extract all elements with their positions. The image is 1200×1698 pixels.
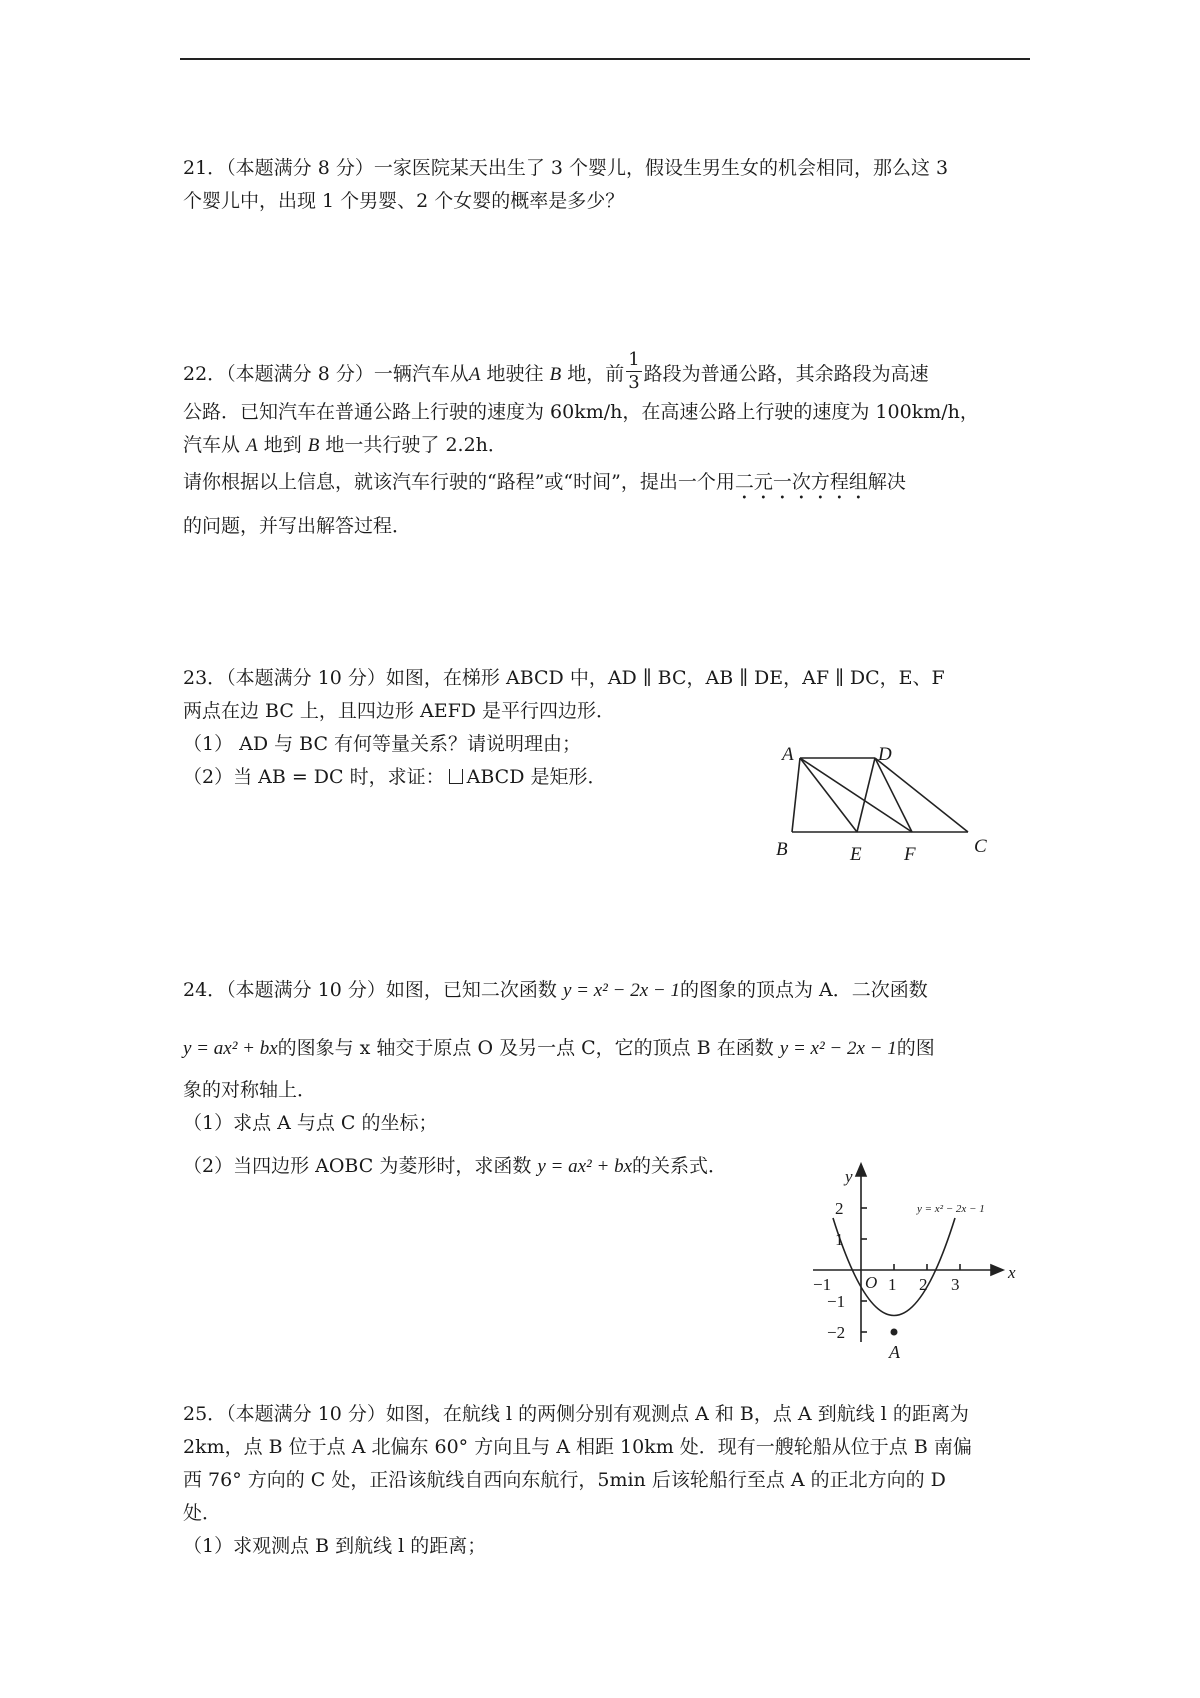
x-tick-label: 1 <box>888 1275 897 1294</box>
q25-line: 25．（本题满分 10 分）如图，在航线 l 的两侧分别有观测点 A 和 B，点 A 到航线 l 的距离为 <box>183 1403 969 1425</box>
trapezoid-figure <box>770 740 1000 870</box>
fraction-numerator: 1 <box>628 348 640 370</box>
x-tick-label: 3 <box>951 1275 960 1294</box>
q24-line-4: （1）求点 A 与点 C 的坐标； <box>183 1112 438 1134</box>
q25-line: 西 76° 方向的 C 处，正沿该航线自西向东航行，5min 后该轮船行至点 A 的正北方向的 D <box>183 1469 946 1491</box>
q22-var-a: A <box>246 435 258 456</box>
q24-text: 的图 <box>896 1037 935 1059</box>
q22-line-1 <box>183 348 1028 396</box>
q24-text: （2）当四边形 AOBC 为菱形时，求函数 <box>183 1155 538 1177</box>
q24-line-1 <box>183 966 1028 1014</box>
q23-text: ABCD 是矩形． <box>466 766 607 788</box>
q22-text: 汽车从 <box>183 434 247 456</box>
label-c: C <box>974 836 987 857</box>
curve-label: y = x² − 2x − 1 <box>917 1203 985 1215</box>
q22-text: 解决 <box>867 471 906 493</box>
q21-line: 21．（本题满分 8 分）一家医院某天出生了 3 个婴儿，假设生男生女的机会相同，那么这 3 <box>183 157 949 179</box>
function-y-ax2-bx: y = ax² + bx <box>537 1156 632 1177</box>
q22-text: 22．（本题满分 8 分）一辆汽车从 <box>183 363 469 385</box>
q22-text: 地驶往 <box>480 363 550 385</box>
x-tick-label: 2 <box>919 1275 928 1294</box>
y-axis-label: y <box>845 1167 853 1186</box>
q24-text: 24．（本题满分 10 分）如图，已知二次函数 <box>183 979 563 1001</box>
parabola-graph <box>805 1160 1020 1362</box>
function-y-x2-2x-1: y = x² − 2x − 1 <box>562 980 680 1001</box>
q22-text: 地到 <box>257 434 308 456</box>
question-25 <box>183 1398 1028 1563</box>
y-tick-label: −2 <box>827 1323 846 1342</box>
q24-line-2 <box>183 1024 1028 1072</box>
function-y-x2-2x-1: y = x² − 2x − 1 <box>779 1038 897 1059</box>
q23-line: 23．（本题满分 10 分）如图，在梯形 ABCD 中，AD ∥ BC，AB ∥ DE，AF ∥ DC，E、F <box>183 667 945 689</box>
q22-text: 请你根据以上信息，就该汽车行驶的“路程”或“时间”，提出一个用 <box>183 471 735 493</box>
emphasized-phrase: 二元一次方程组 <box>734 471 868 493</box>
question-21 <box>183 152 1028 218</box>
question-22 <box>183 348 1028 543</box>
q24-text: 的关系式． <box>632 1155 728 1177</box>
label-e: E <box>850 844 862 865</box>
q22-text: 地一共行驶了 2.2h． <box>319 434 507 456</box>
q21-line: 个婴儿中，出现 1 个男婴、2 个女婴的概率是多少？ <box>183 190 625 212</box>
q22-line-5: 的问题，并写出解答过程． <box>183 515 412 537</box>
q24-text: 的图象的顶点为 A．二次函数 <box>679 979 928 1001</box>
y-axis-arrow-icon <box>856 1164 866 1176</box>
parallelogram-symbol <box>449 769 463 784</box>
label-a: A <box>782 744 794 765</box>
q22-text: 路段为普通公路，其余路段为高速 <box>643 363 929 385</box>
q23-line: （1） AD 与 BC 有何等量关系？请说明理由； <box>183 733 582 755</box>
vertex-label: A <box>889 1342 900 1362</box>
fraction-one-third <box>626 348 641 393</box>
q23-line: 两点在边 BC 上，且四边形 AEFD 是平行四边形． <box>183 700 616 722</box>
question-24 <box>183 966 1028 1183</box>
q22-var-b: B <box>307 435 320 456</box>
q22-line-4 <box>183 466 1028 504</box>
q22-text: 地，前 <box>561 363 625 385</box>
y-tick-label: 2 <box>835 1199 844 1218</box>
q23-text: （2）当 AB = DC 时，求证： <box>183 766 445 788</box>
label-d: D <box>878 744 892 765</box>
x-axis-arrow-icon <box>991 1265 1003 1275</box>
q24-text: 的图象与 x 轴交于原点 O 及另一点 C，它的顶点 B 在函数 <box>277 1037 780 1059</box>
header-rule <box>180 58 1030 60</box>
origin-label: O <box>865 1273 878 1292</box>
q22-line-3 <box>183 429 1028 462</box>
x-axis-label: x <box>1008 1263 1016 1282</box>
q22-var-b: B <box>549 364 562 385</box>
y-tick-label: 1 <box>835 1230 844 1249</box>
q25-line: 处． <box>183 1502 222 1524</box>
q25-line: （1）求观测点 B 到航线 l 的距离； <box>183 1535 487 1557</box>
q22-var-a: A <box>468 364 481 385</box>
y-tick-label: −1 <box>827 1292 846 1311</box>
label-b: B <box>776 839 788 860</box>
q25-line: 2km，点 B 位于点 A 北偏东 60° 方向且与 A 相距 10km 处．现有一艘轮船从位于点 B 南偏 <box>183 1436 972 1458</box>
function-y-ax2-bx: y = ax² + bx <box>183 1038 278 1059</box>
label-f: F <box>904 844 916 865</box>
x-tick-label: −1 <box>813 1275 832 1294</box>
fraction-denominator: 3 <box>628 371 640 393</box>
q24-line-3: 象的对称轴上． <box>183 1079 317 1101</box>
q22-line-2: 公路．已知汽车在普通公路上行驶的速度为 60km/h，在高速公路上行驶的速度为 100km/h， <box>183 401 979 423</box>
vertex-point <box>891 1329 898 1336</box>
